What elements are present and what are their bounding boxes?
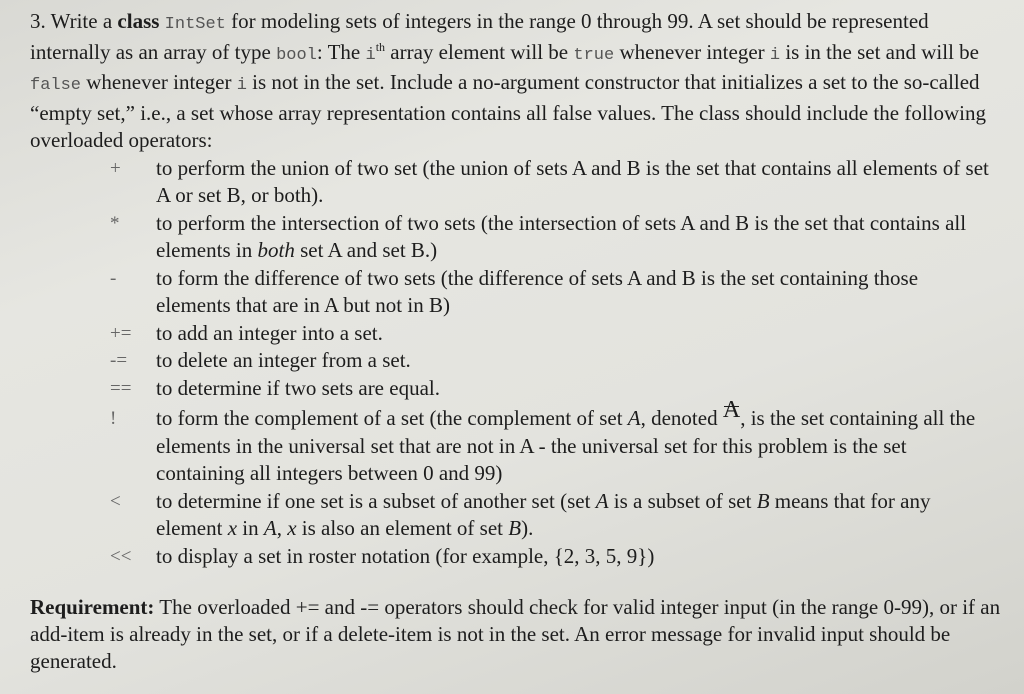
var-b: B bbox=[756, 488, 770, 513]
index-i-code-2: i bbox=[769, 45, 781, 65]
index-i-code-3: i bbox=[236, 76, 247, 95]
class-keyword: class bbox=[117, 9, 160, 33]
operator-row-difference bbox=[30, 265, 1005, 320]
operator-symbol: << bbox=[110, 545, 132, 567]
desc-part: in bbox=[237, 516, 264, 540]
var-b: B bbox=[508, 516, 522, 540]
operator-row-equal bbox=[30, 375, 1005, 403]
operator-row-delete bbox=[30, 347, 1005, 375]
desc-part: is a subset of set bbox=[608, 488, 757, 513]
var-a: A bbox=[595, 488, 609, 513]
operator-row-intersection bbox=[30, 210, 1005, 265]
operator-symbol: += bbox=[110, 322, 132, 344]
requirement-label: Requirement: bbox=[30, 595, 155, 619]
bool-type-code: bool bbox=[276, 45, 317, 65]
operator-symbol: ! bbox=[110, 408, 117, 429]
operator-symbol: - bbox=[110, 267, 117, 289]
index-i-code: i bbox=[365, 45, 376, 65]
intro-text-8: is not in the set. Include a no-argument constructor that initializes a set to the so-called “empty set,” i.e., a set whose array representation contains all false values. The class should include the following overloaded operators: bbox=[30, 70, 986, 152]
intro-text-6: is in the set and will be bbox=[780, 39, 979, 64]
desc-part: is also an element of set bbox=[296, 516, 509, 540]
assignment-page bbox=[30, 8, 1005, 675]
operator-row-display bbox=[30, 543, 1005, 571]
operator-row-subset bbox=[30, 488, 1005, 543]
operator-row-union bbox=[30, 155, 1005, 210]
var-a: A bbox=[263, 516, 277, 540]
var-x: x bbox=[287, 516, 297, 540]
operator-symbol: -= bbox=[110, 350, 128, 371]
intro-text-3: : The bbox=[316, 39, 366, 64]
operator-description: to perform the union of two set (the union of sets A and B is the set that contains all elements of set A or set B, or both). bbox=[156, 155, 989, 207]
operator-description bbox=[156, 397, 1005, 488]
desc-part: to form the complement of a set (the complement of set bbox=[156, 406, 628, 430]
operator-description: to determine if two sets are equal. bbox=[156, 375, 440, 400]
desc-part: , is the set containing all the elements in the universal set that are not in A - the universal set for this problem is the set containing all integers between 0 and 99) bbox=[156, 406, 976, 485]
problem-number: 3. bbox=[30, 9, 46, 33]
overbar-a: A bbox=[722, 397, 741, 423]
operator-symbol: * bbox=[110, 212, 120, 234]
false-code: false bbox=[30, 76, 82, 95]
operator-row-add bbox=[30, 320, 1005, 348]
intro-text-7: whenever integer bbox=[81, 70, 237, 94]
operator-description: to add an integer into a set. bbox=[156, 320, 383, 345]
intro-text-4: array element will be bbox=[385, 39, 574, 64]
requirement-paragraph bbox=[30, 594, 1005, 675]
operator-list bbox=[30, 155, 1005, 571]
intro-text-2: for modeling sets of integers in the range 0 through 99. A set should be represented internally as an array of type bbox=[30, 9, 929, 64]
var-x: x bbox=[227, 516, 238, 540]
requirement-text: The overloaded += and -= operators should check for valid integer input (in the range 0-99), or if an add-item is already in the set, or if a delete-item is not in the set. An error message for invalid input should be generated. bbox=[30, 595, 1001, 673]
operator-description bbox=[156, 488, 1005, 543]
operator-description: to display a set in roster notation (for example, {2, 3, 5, 9}) bbox=[156, 543, 655, 568]
operator-symbol: == bbox=[110, 377, 132, 399]
complement-notation bbox=[722, 397, 741, 433]
intro-text-1: Write a bbox=[50, 9, 118, 33]
operator-description bbox=[156, 210, 1005, 265]
emphasis-both: both bbox=[257, 238, 295, 262]
problem-statement bbox=[30, 8, 1005, 155]
desc-part: to determine if one set is a subset of another set (set bbox=[156, 488, 596, 513]
desc-part: ). bbox=[521, 516, 534, 540]
superscript-th: th bbox=[375, 39, 386, 54]
desc-part: set A and set B.) bbox=[294, 238, 438, 262]
operator-row-complement bbox=[30, 397, 1005, 488]
desc-part: to perform the intersection of two sets (the intersection of sets A and B is the set that contains all elements in bbox=[156, 210, 967, 262]
operator-description: to form the difference of two sets (the difference of sets A and B is the set containing those elements that are in A but not in B) bbox=[156, 265, 919, 317]
desc-part: , bbox=[276, 516, 288, 540]
true-code: true bbox=[573, 45, 615, 65]
operator-symbol: < bbox=[110, 490, 121, 512]
intro-text-5: whenever integer bbox=[614, 39, 770, 64]
var-a: A bbox=[627, 406, 641, 430]
desc-part: means that for any element bbox=[156, 488, 931, 540]
class-name-code: IntSet bbox=[164, 15, 226, 34]
operator-description: to delete an integer from a set. bbox=[156, 348, 411, 372]
operator-symbol: + bbox=[110, 157, 121, 179]
desc-part: , denoted bbox=[640, 406, 723, 430]
